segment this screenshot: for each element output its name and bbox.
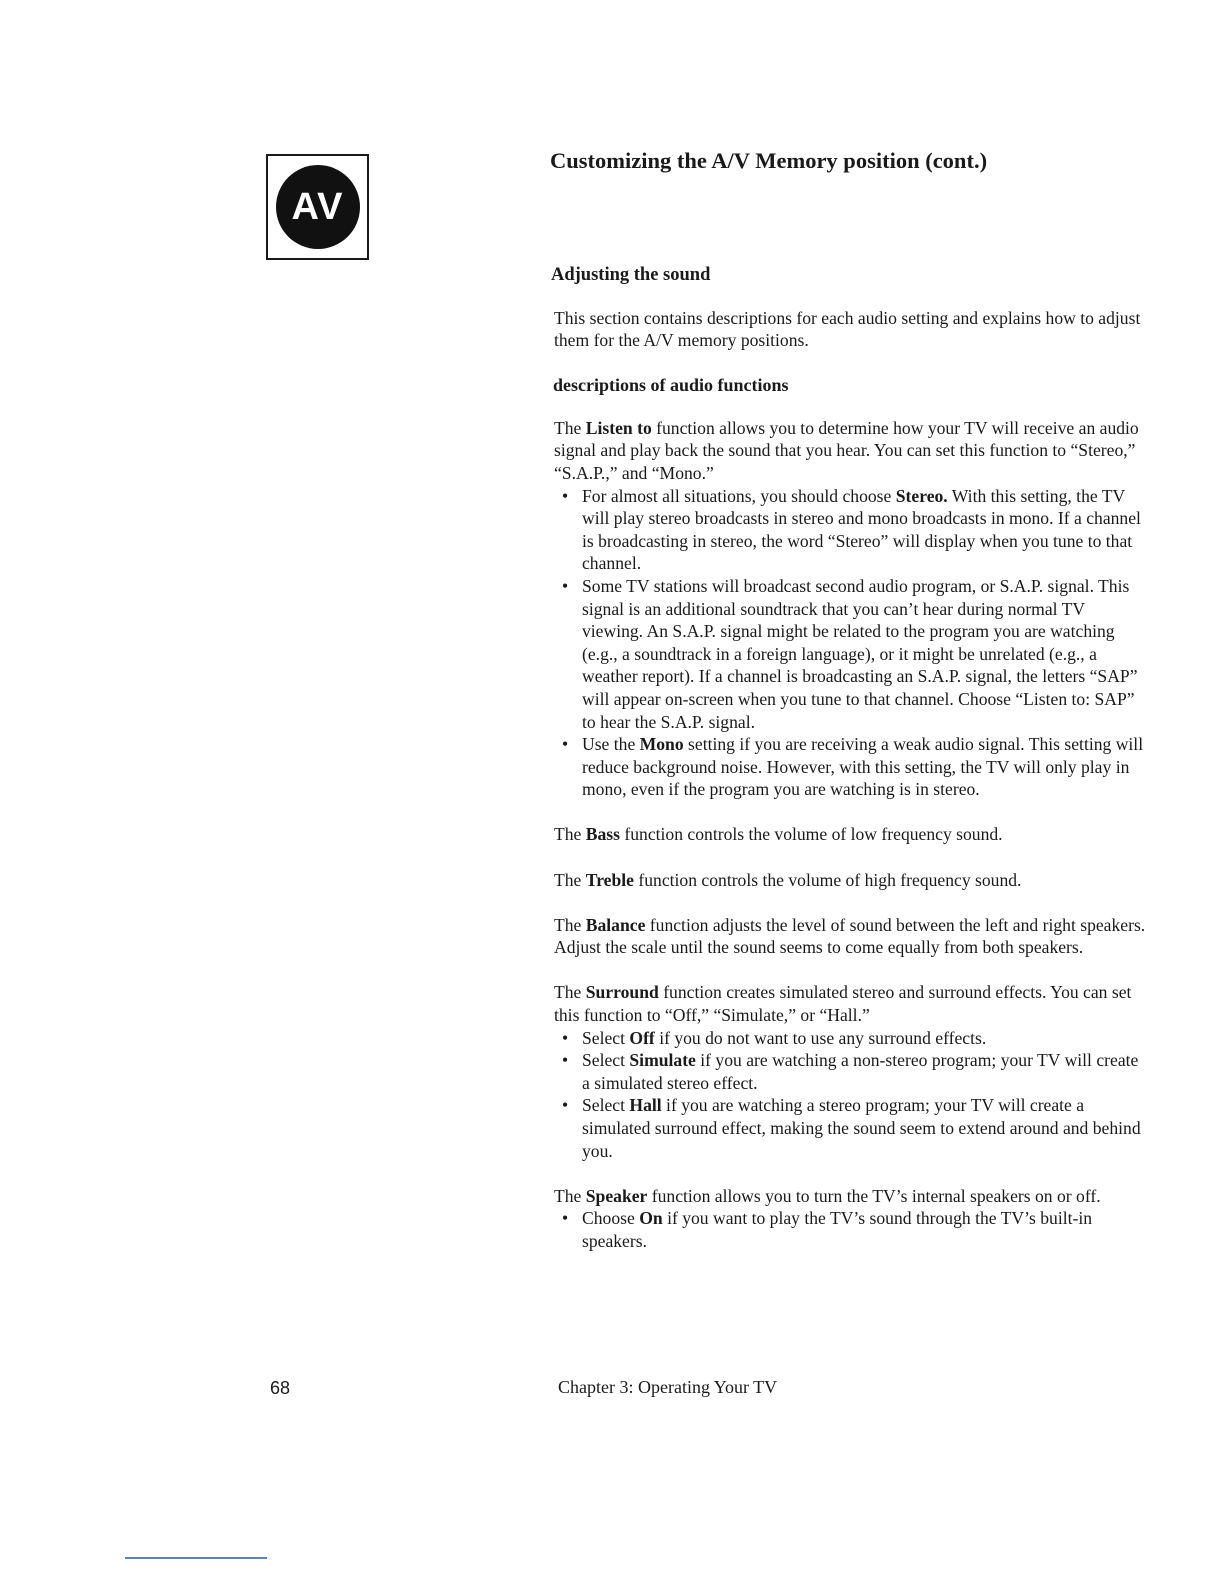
listen-to-paragraph: The Listen to function allows you to determine how your TV will receive an audio signal and play back the sound that you hear. You can set this function to “Stereo,” “S.A.P.,” and “Mono.” xyxy=(554,417,1139,484)
section-intro: This section contains descriptions for each audio setting and explains how to adjust them for the A/V memory positions. xyxy=(554,307,1141,351)
speaker-paragraph: The Speaker function allows you to turn the TV’s internal speakers on or off. xyxy=(554,1185,1101,1206)
section-subheading: descriptions of audio functions xyxy=(553,375,789,396)
surround-paragraph: The Surround function creates simulated stereo and surround effects. You can set this function to “Off,” “Simulate,” or “Hall.” xyxy=(554,982,1132,1025)
surround-list xyxy=(554,1027,1146,1163)
chapter-footer: Chapter 3: Operating Your TV xyxy=(558,1377,778,1397)
surround-term: Surround xyxy=(585,982,659,1003)
av-logo-box xyxy=(266,154,369,260)
speaker-list xyxy=(554,1207,1146,1252)
list-item: • Select Off if you do not want to use any surround effects. xyxy=(554,1027,1146,1050)
av-icon xyxy=(276,165,360,249)
treble-paragraph: The Treble function controls the volume of high frequency sound. xyxy=(554,869,1022,890)
page-number: 68 xyxy=(270,1378,291,1398)
av-icon-label: AV xyxy=(291,185,344,228)
treble-term: Treble xyxy=(585,869,634,890)
balance-term: Balance xyxy=(585,914,646,935)
bass-term: Bass xyxy=(585,824,620,845)
list-item: • Some TV stations will broadcast second audio program, or S.A.P. signal. This signal is an additional soundtrack that you can’t hear during normal TV viewing. An S.A.P. signal might be related to the program you are watching (e.g., a soundtrack in a foreign language), or it might be unrelated (e.g., a weather report). If a channel is broadcasting an S.A.P. signal, the letters “SAP” will appear on-screen when you tune to that channel. Choose “Listen to: SAP” to hear the S.A.P. signal. xyxy=(554,575,1146,733)
section-heading: Adjusting the sound xyxy=(551,265,711,285)
listen-to-list xyxy=(554,485,1146,801)
bottom-divider xyxy=(125,1557,267,1559)
bass-paragraph: The Bass function controls the volume of low frequency sound. xyxy=(554,824,1003,845)
page-title: Customizing the A/V Memory position (cont.) xyxy=(550,148,988,173)
balance-paragraph: The Balance function adjusts the level of sound between the left and right speakers. Adjust the scale until the sound seems to come equally from both speakers. xyxy=(554,914,1146,958)
list-item: • Use the Mono setting if you are receiving a weak audio signal. This setting will reduce background noise. However, with this setting, the TV will only play in mono, even if the program you are watching is in stereo. xyxy=(554,733,1146,801)
list-item: • For almost all situations, you should choose Stereo. With this setting, the TV will play stereo broadcasts in stereo and mono broadcasts in mono. If a channel is broadcasting in stereo, the word “Stereo” will display when you tune to that channel. xyxy=(554,485,1146,575)
list-item: • Select Hall if you are watching a stereo program; your TV will create a simulated surround effect, making the sound seem to extend around and behind you. xyxy=(554,1094,1146,1162)
page-content xyxy=(551,264,1146,1275)
speaker-term: Speaker xyxy=(585,1185,648,1206)
list-item: • Select Simulate if you are watching a non-stereo program; your TV will create a simulated stereo effect. xyxy=(554,1049,1146,1094)
listen-to-term: Listen to xyxy=(585,417,652,438)
list-item: • Choose On if you want to play the TV’s sound through the TV’s built-in speakers. xyxy=(554,1207,1146,1252)
